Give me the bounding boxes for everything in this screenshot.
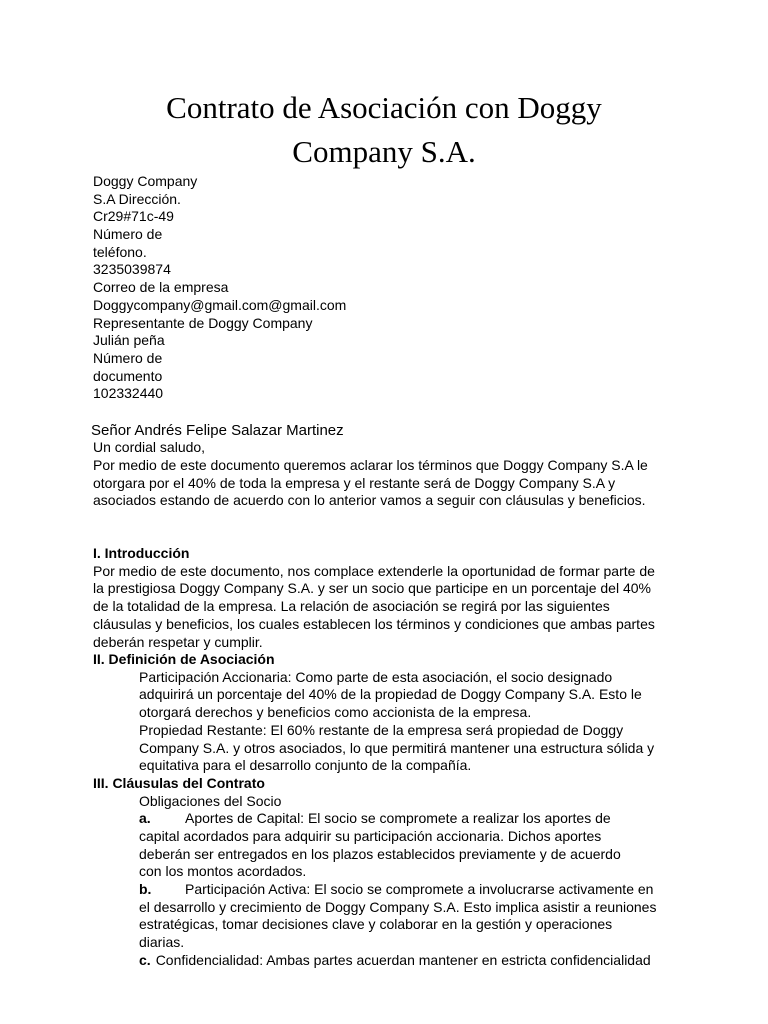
clause-line: deberán ser entregados en los plazos establecidos previamente y de acuerdo (139, 846, 621, 862)
clause-marker: c. (139, 952, 151, 968)
title-line: Contrato de Asociación con Doggy (166, 90, 602, 125)
clause-item (139, 952, 651, 970)
company-line: 102332440 (93, 385, 164, 401)
company-line: S.A Dirección. (93, 191, 181, 207)
company-line: Representante de Doggy Company (93, 315, 313, 331)
clause-line: diarias. (139, 934, 185, 950)
subsection-heading: Obligaciones del Socio (139, 793, 282, 809)
clause-line: con los montos acordados. (139, 863, 307, 879)
clause-marker: a. (139, 810, 151, 826)
clause-line: capital acordados para adquirir su participación accionaria. Dichos aportes (139, 828, 602, 844)
clause-line: el desarrollo y crecimiento de Doggy Company S.A. Esto implica asistir a reuniones (139, 899, 657, 915)
company-email: Doggycompany@gmail.com@gmail.com (93, 297, 347, 313)
intro-line: otorgara por el 40% de toda la empresa y el restante será de Doggy Company S.A y (93, 475, 616, 491)
recipient-name: Señor Andrés Felipe Salazar Martinez (91, 422, 344, 439)
section-line: deberán respetar y cumplir. (93, 634, 263, 650)
section-line: Propiedad Restante: El 60% restante de la empresa será propiedad de Doggy (139, 722, 624, 738)
section-heading: II. Definición de Asociación (93, 651, 275, 667)
section-heading: III. Cláusulas del Contrato (93, 775, 265, 791)
company-line: Número de (93, 226, 163, 242)
intro-line: Por medio de este documento queremos aclarar los términos que Doggy Company S.A le (93, 457, 648, 473)
clause-item (139, 881, 653, 899)
clause-text: Aportes de Capital: El socio se compromete a realizar los aportes de (185, 810, 611, 826)
section-line: Company S.A. y otros asociados, lo que permitirá mantener una estructura sólida y (139, 740, 655, 756)
section-line: equitativa para el desarrollo conjunto de la compañía. (139, 757, 472, 773)
clause-marker: b. (139, 881, 152, 897)
document-title (0, 86, 768, 174)
section-line: cláusulas y beneficios, los cuales establecen los términos y condiciones que ambas partes (93, 616, 655, 632)
company-line: documento (93, 368, 163, 384)
greeting: Un cordial saludo, (93, 439, 206, 455)
company-line: teléfono. (93, 244, 147, 260)
company-line: Correo de la empresa (93, 279, 229, 295)
clause-item (139, 810, 611, 828)
section-heading: I. Introducción (93, 545, 190, 561)
section-line: otorgará derechos y beneficios como accionista de la empresa. (139, 704, 532, 720)
section-line: Por medio de este documento, nos complace extenderle la oportunidad de formar parte de (93, 563, 655, 579)
company-line: Doggy Company (93, 173, 198, 189)
clause-text: Participación Activa: El socio se compromete a involucrarse activamente en (185, 881, 654, 897)
company-line: 3235039874 (93, 261, 171, 277)
company-line: Número de (93, 350, 163, 366)
section-line: Participación Accionaria: Como parte de esta asociación, el socio designado (139, 669, 613, 685)
title-line: Company S.A. (292, 134, 476, 169)
section-line: adquirirá un porcentaje del 40% de la propiedad de Doggy Company S.A. Esto le (139, 686, 642, 702)
intro-line: asociados estando de acuerdo con lo anterior vamos a seguir con cláusulas y beneficios. (93, 492, 646, 508)
clause-text: Confidencialidad: Ambas partes acuerdan mantener en estricta confidencialidad (155, 952, 651, 968)
company-line: Julián peña (93, 332, 165, 348)
section-line: la prestigiosa Doggy Company S.A. y ser un socio que participe en un porcentaje del 40% (93, 580, 651, 596)
company-line: Cr29#71c-49 (93, 208, 174, 224)
clause-line: estratégicas, tomar decisiones clave y colaborar en la gestión y operaciones (139, 916, 613, 932)
section-line: de la totalidad de la empresa. La relación de asociación se regirá por las siguientes (93, 598, 610, 614)
